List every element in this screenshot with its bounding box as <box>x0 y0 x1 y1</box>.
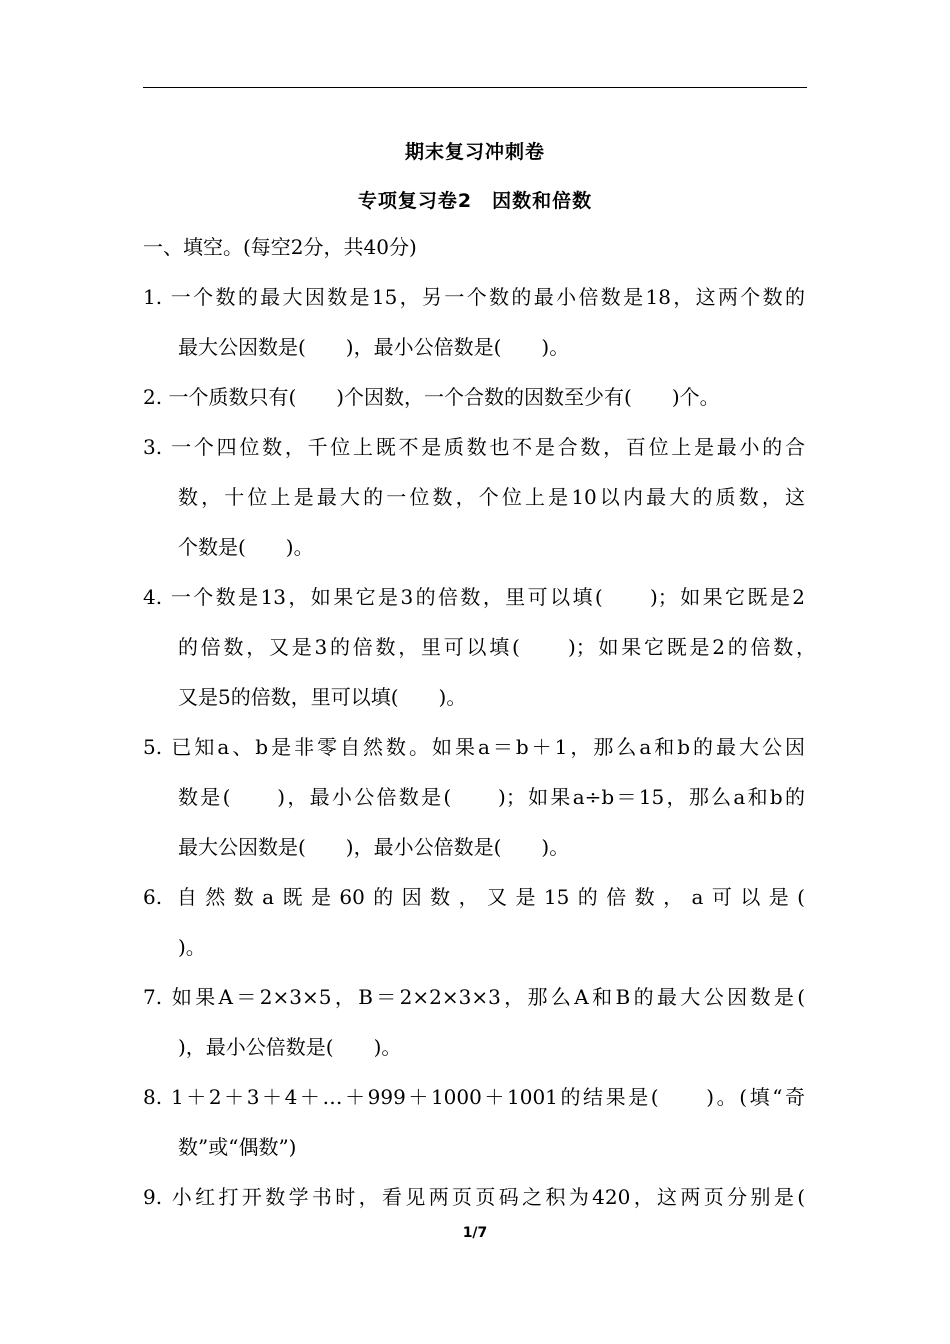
question-5-line-1: 5. 已知a、b是非零自然数。如果a＝b＋1，那么a和b的最大公因 <box>143 735 805 759</box>
question-8-line-1: 8. 1＋2＋3＋4＋…＋999＋1000＋1001的结果是( )。(填“奇 <box>143 1085 805 1109</box>
question-2: 2. 一个质数只有( )个因数，一个合数的因数至少有( )个。 <box>143 385 720 409</box>
question-8-line-2: 数”或“偶数”) <box>178 1135 297 1159</box>
question-1-line-2: 最大公因数是( )，最小公倍数是( )。 <box>178 335 570 359</box>
header-rule <box>143 87 807 88</box>
question-4-line-1: 4. 一个数是13，如果它是3的倍数，里可以填( )；如果它既是2 <box>143 585 805 609</box>
question-9-line-1: 9. 小红打开数学书时，看见两页页码之积为420，这两页分别是( <box>143 1185 805 1209</box>
question-7-line-2: )，最小公倍数是( )。 <box>178 1035 402 1059</box>
page-number: 1/7 <box>462 1225 488 1241</box>
question-6-line-2: )。 <box>178 935 206 959</box>
question-1-line-1: 1. 一个数的最大因数是15，另一个数的最小倍数是18，这两个数的 <box>143 285 805 309</box>
page-subtitle: 专项复习卷2 因数和倍数 <box>357 190 593 212</box>
question-3-line-1: 3. 一个四位数，千位上既不是质数也不是合数，百位上是最小的合 <box>143 435 805 459</box>
question-4-line-2: 的倍数，又是3的倍数，里可以填( )；如果它既是2的倍数， <box>178 635 816 659</box>
question-5-line-3: 最大公因数是( )，最小公倍数是( )。 <box>178 835 570 859</box>
section-heading: 一、填空。(每空2分，共40分) <box>143 235 417 259</box>
question-6-line-1: 6. 自然数a既是60的因数，又是15的倍数，a可以是( <box>143 885 805 909</box>
page-title: 期末复习冲刺卷 <box>404 141 545 163</box>
question-3-line-2: 数，十位上是最大的一位数，个位上是10以内最大的质数，这 <box>178 485 805 509</box>
question-3-line-3: 个数是( )。 <box>178 535 314 559</box>
question-7-line-1: 7. 如果A＝2×3×5，B＝2×2×3×3，那么A和B的最大公因数是( <box>143 985 805 1009</box>
question-5-line-2: 数是( )，最小公倍数是( )；如果a÷b＝15，那么a和b的 <box>178 785 805 809</box>
question-4-line-3: 又是5的倍数，里可以填( )。 <box>178 685 467 709</box>
